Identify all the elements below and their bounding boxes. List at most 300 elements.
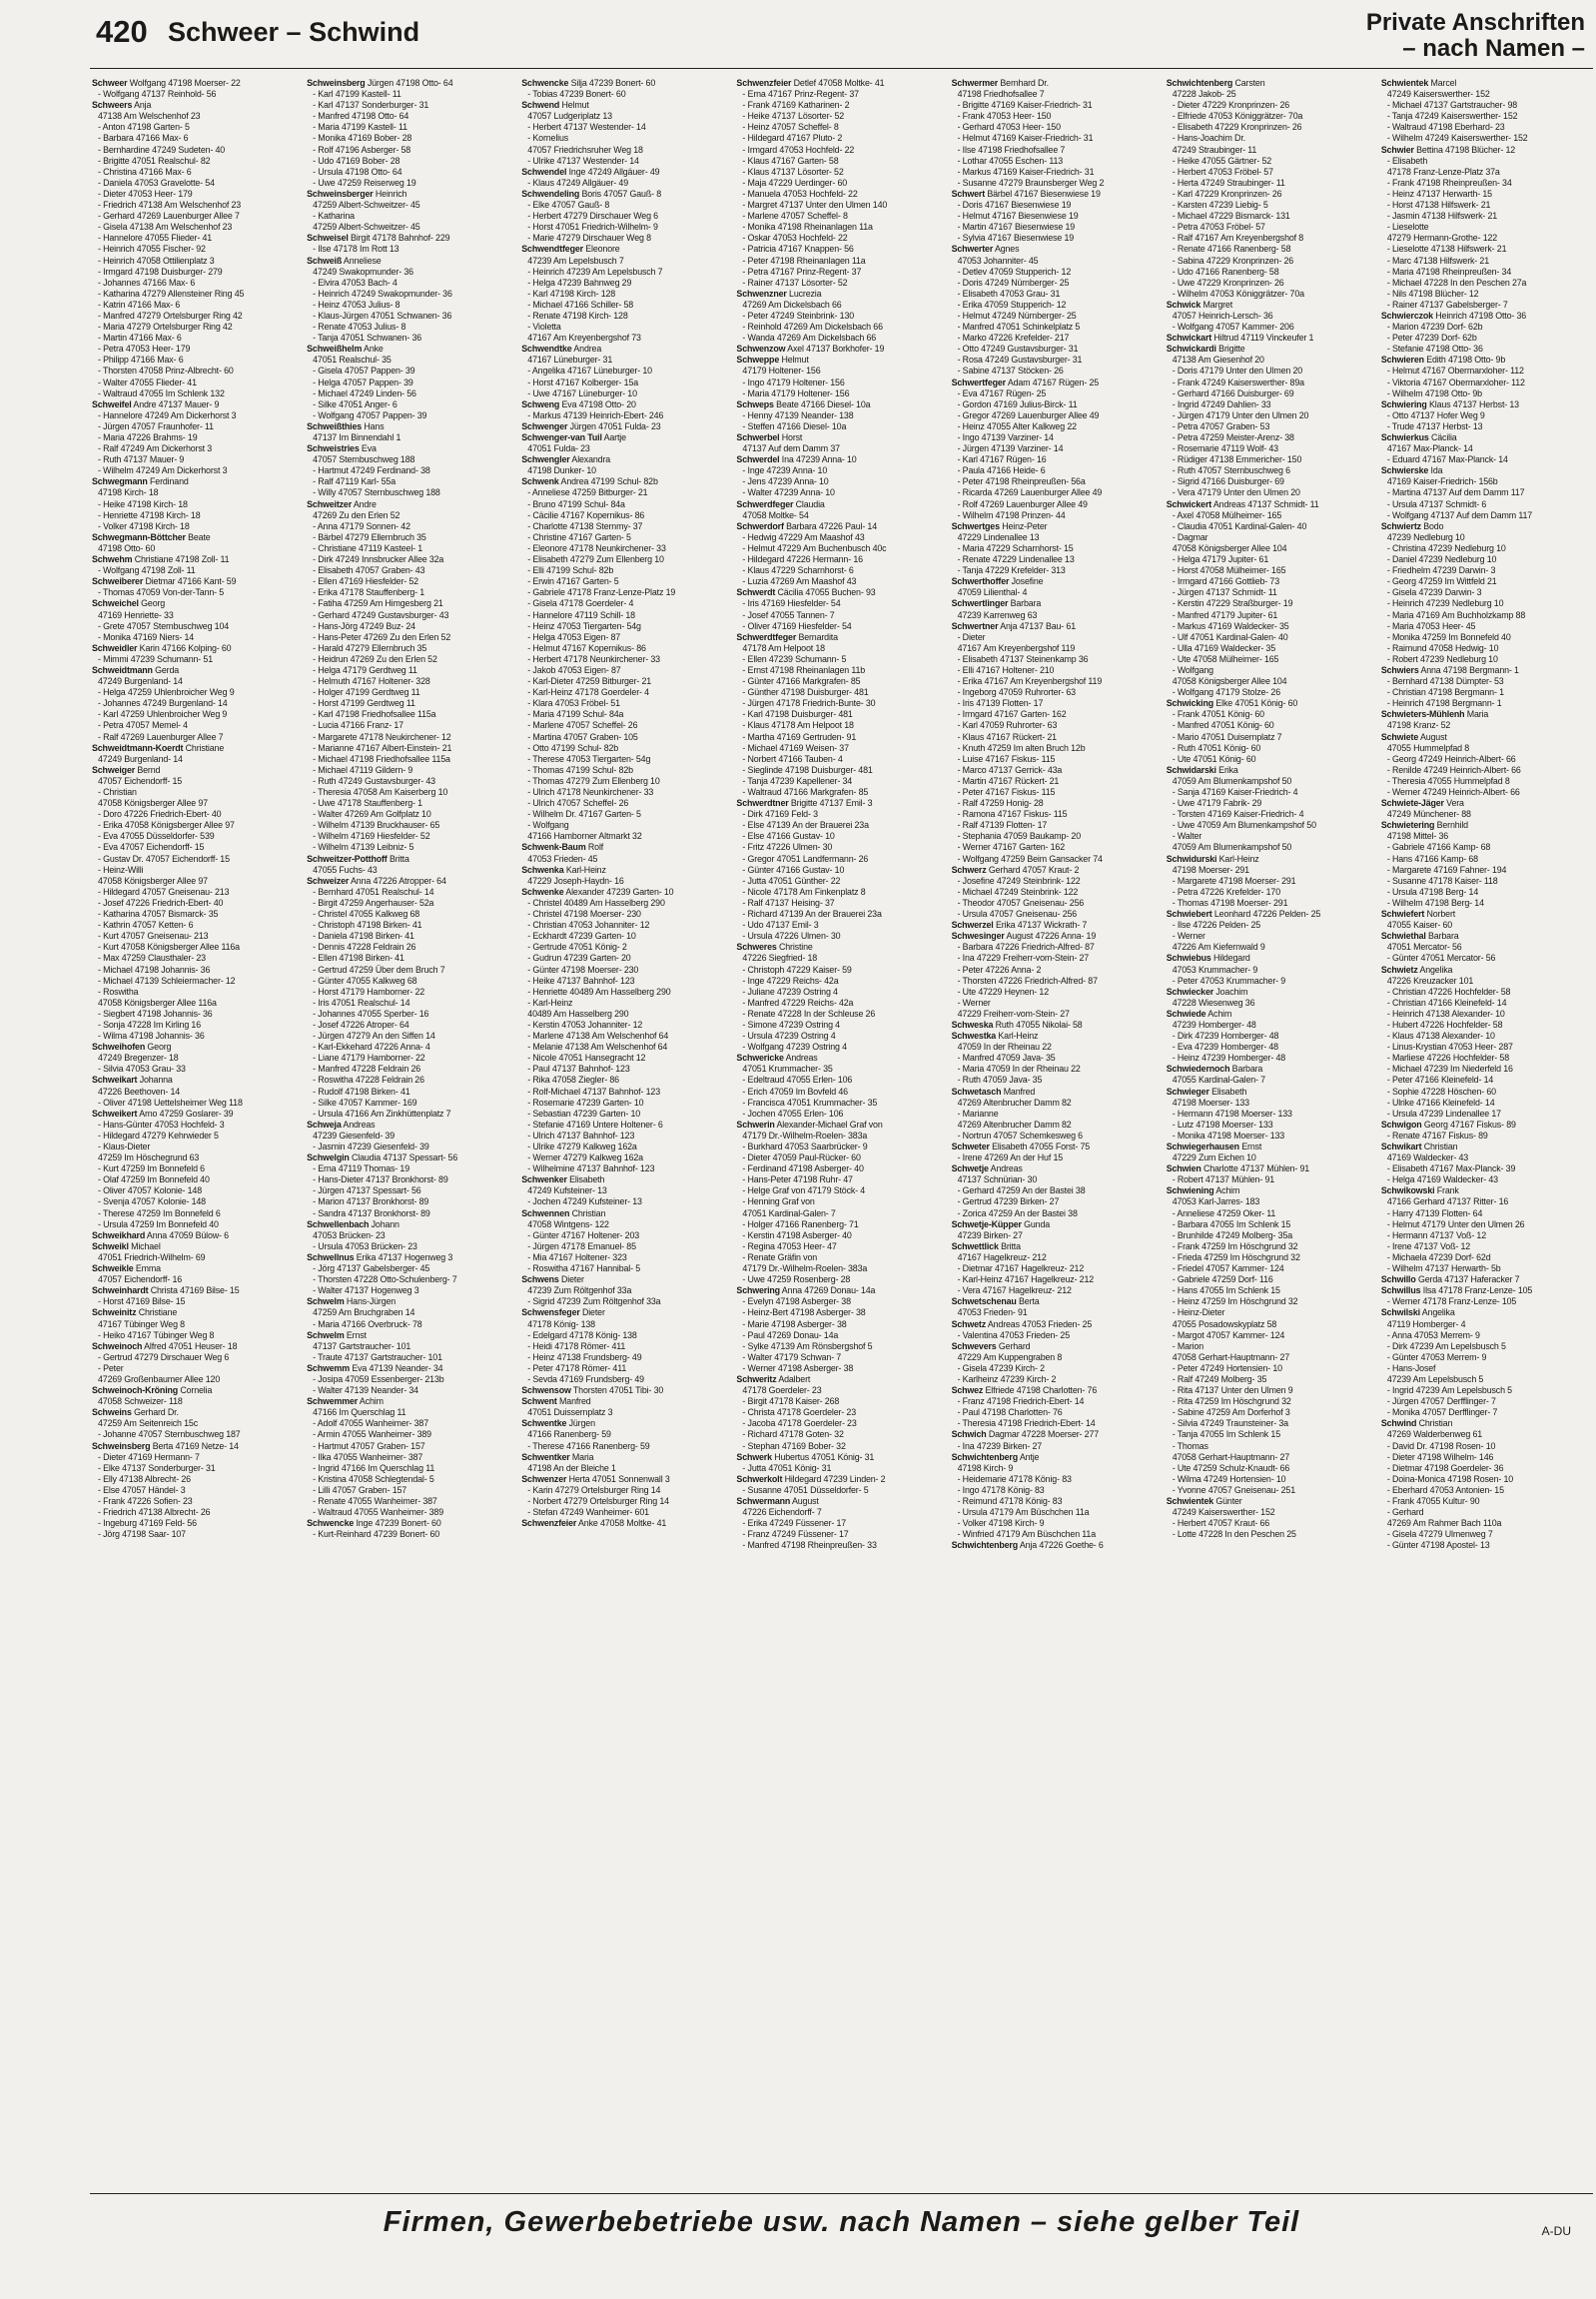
entry-text: 47053 Krummacher- 9 xyxy=(1172,964,1258,975)
directory-entry xyxy=(952,189,1161,200)
directory-entry xyxy=(521,543,730,554)
directory-entry xyxy=(92,787,301,798)
directory-entry xyxy=(521,1042,730,1053)
directory-entry xyxy=(1381,167,1590,178)
directory-entry xyxy=(521,311,730,322)
directory-entry xyxy=(307,1296,515,1307)
directory-entry xyxy=(736,1263,945,1274)
entry-text: - Hildegard 47167 Pluto- 2 xyxy=(742,133,843,144)
surname: Schwichtenberg xyxy=(951,1540,1019,1551)
directory-entry xyxy=(1167,100,1375,111)
entry-text: - Renate 47167 Fiskus- 89 xyxy=(1386,1130,1488,1141)
directory-entry xyxy=(1381,554,1590,565)
directory-entry xyxy=(1167,1474,1375,1485)
directory-entry xyxy=(521,1075,730,1086)
entry-text: - Eva 47055 Düsseldorfer- 539 xyxy=(98,831,215,842)
entry-text: - Charlotte 47138 Sternmy- 37 xyxy=(527,520,643,531)
directory-entry xyxy=(1381,953,1590,964)
directory-entry xyxy=(736,854,945,865)
surname: Schweritz xyxy=(736,1373,777,1384)
entry-text: 47239 Nedleburg 10 xyxy=(1386,531,1465,542)
entry-text: 47137 Gartstraucher- 101 xyxy=(313,1340,411,1351)
entry-text: - Ellen 47198 Birken- 41 xyxy=(313,953,404,964)
directory-entry xyxy=(736,122,945,133)
directory-entry xyxy=(1167,676,1375,687)
entry-text: - Dirk 47169 Feld- 3 xyxy=(742,809,818,820)
directory-entry xyxy=(92,654,301,665)
entry-text: - Siegbert 47198 Johannis- 36 xyxy=(98,1008,213,1019)
entry-text: - Tanja 47249 Kaiserswerther- 152 xyxy=(1386,111,1518,122)
entry-text: - Brigitte 47051 Realschul- 82 xyxy=(98,155,211,166)
directory-entry xyxy=(521,1396,730,1407)
entry-text: - Marko 47226 Krefelder- 217 xyxy=(957,333,1070,344)
directory-entry xyxy=(521,1452,730,1463)
entry-text: Margret xyxy=(1200,299,1233,310)
entry-text: - Zorica 47259 An der Bastei 38 xyxy=(957,1207,1078,1218)
directory-entry xyxy=(1381,89,1590,100)
surname: Schwertlinger xyxy=(951,598,1009,609)
surname: Schwevers xyxy=(951,1340,997,1351)
directory-entry xyxy=(521,244,730,255)
directory-entry xyxy=(92,1031,301,1042)
entry-text: - Uwe 47259 Reiserweg 19 xyxy=(313,177,416,188)
directory-entry xyxy=(307,100,515,111)
directory-entry xyxy=(307,565,515,576)
directory-entry xyxy=(952,854,1161,865)
directory-entry xyxy=(1381,267,1590,278)
directory-entry xyxy=(92,200,301,211)
entry-text: - Rika 47058 Ziegler- 86 xyxy=(527,1075,619,1086)
surname: Schwentke xyxy=(521,1418,567,1429)
directory-entry xyxy=(736,1374,945,1385)
directory-entry xyxy=(1381,1208,1590,1219)
entry-text: - Karl 47229 Kronprinzen- 26 xyxy=(1172,188,1282,199)
entry-text: - Steffen 47166 Diesel- 10a xyxy=(742,420,847,431)
entry-text: Wolfgang 47198 Moerser- 22 xyxy=(127,78,241,88)
directory-entry xyxy=(92,665,301,676)
directory-entry xyxy=(92,687,301,698)
directory-entry xyxy=(736,322,945,333)
directory-entry xyxy=(952,233,1161,244)
entry-text: - Lutz 47198 Moerser- 133 xyxy=(1172,1119,1273,1130)
directory-entry xyxy=(521,133,730,144)
directory-entry xyxy=(92,432,301,443)
entry-text: Anke 47058 Moltke- 41 xyxy=(576,1518,667,1529)
directory-entry xyxy=(92,820,301,831)
entry-text: - Angelika 47167 Lüneburger- 10 xyxy=(527,366,652,377)
directory-entry xyxy=(92,1496,301,1507)
entry-text: Inge 47239 Bonert- 60 xyxy=(354,1518,441,1529)
entry-text: 47166 Hamborner Altmarkt 32 xyxy=(527,831,642,842)
entry-text: - Jasmin 47138 Hilfswerk- 21 xyxy=(1386,211,1498,222)
entry-text: - Karin 47279 Ortelsburger Ring 14 xyxy=(527,1484,661,1495)
entry-text: August xyxy=(790,1496,819,1506)
entry-text: - Werner xyxy=(957,997,991,1008)
directory-entry xyxy=(1167,465,1375,476)
entry-text: 47051 Realschul- 35 xyxy=(313,355,392,366)
entry-text: Hildegard xyxy=(1210,953,1250,964)
entry-text: Bernardita xyxy=(796,631,838,642)
entry-text: - Stephania 47059 Baukamp- 20 xyxy=(957,831,1082,842)
directory-entry xyxy=(1381,333,1590,344)
entry-text: 47058 Königsberger Allee 97 xyxy=(98,798,208,809)
entry-text: - Monika 47169 Niers- 14 xyxy=(98,631,195,642)
directory-entry xyxy=(1167,388,1375,399)
directory-entry xyxy=(1381,1463,1590,1474)
directory-entry xyxy=(1167,1418,1375,1429)
directory-entry xyxy=(736,776,945,787)
directory-entry xyxy=(521,1163,730,1174)
entry-text: Lucrezia xyxy=(786,288,822,299)
directory-entry xyxy=(92,443,301,454)
entry-text: - Oliver 47169 Hiesfelder- 54 xyxy=(742,620,852,631)
directory-entry xyxy=(92,267,301,278)
surname: Schwierkus xyxy=(1380,432,1429,442)
directory-entry xyxy=(1167,1020,1375,1031)
entry-text: - Heinz 47239 Homberger- 48 xyxy=(1172,1053,1286,1064)
directory-entry xyxy=(521,510,730,521)
directory-entry xyxy=(1381,887,1590,898)
directory-entry xyxy=(736,809,945,820)
entry-text: - Hannelore 47055 Flieder- 41 xyxy=(98,233,213,244)
entry-text: - Anneliese 47259 Bitburger- 21 xyxy=(527,487,648,498)
surname: Schwidurski xyxy=(1166,853,1217,864)
entry-text: - Horst 47169 Bilse- 15 xyxy=(98,1296,186,1307)
entry-text: - Wolfgang xyxy=(1172,664,1213,675)
entry-text: - Nicole 47051 Hansegracht 12 xyxy=(527,1053,646,1064)
entry-text: - Gustav Dr. 47057 Eichendorff- 15 xyxy=(98,853,230,864)
entry-text: - Gisela 47279 Ulmenweg 7 xyxy=(1386,1529,1493,1540)
directory-entry xyxy=(92,1319,301,1330)
directory-entry xyxy=(92,167,301,178)
entry-text: - Monika 47057 Derfflinger- 7 xyxy=(1386,1407,1498,1418)
directory-entry xyxy=(521,267,730,278)
entry-text: Angelika xyxy=(1419,1307,1455,1318)
directory-entry xyxy=(952,1208,1161,1219)
directory-entry xyxy=(92,1131,301,1142)
directory-entry xyxy=(92,133,301,144)
directory-entry xyxy=(1167,798,1375,809)
directory-entry xyxy=(1167,787,1375,798)
directory-entry xyxy=(92,543,301,554)
directory-entry xyxy=(1381,443,1590,454)
surname: Schwietz xyxy=(1380,964,1418,975)
entry-text: - Marco 47137 Gerrick- 43a xyxy=(957,764,1063,775)
entry-text: - Ellen 47239 Schumann- 5 xyxy=(742,653,847,664)
surname: Schwickart xyxy=(1166,333,1212,344)
entry-text: - Olaf 47259 Im Bonnefeld 40 xyxy=(98,1174,210,1185)
entry-text: - Eva 47167 Rügen- 25 xyxy=(957,387,1047,398)
entry-text: - Ute 47259 Schulz-Knaudt- 66 xyxy=(1172,1462,1290,1473)
directory-entry xyxy=(521,953,730,964)
directory-entry xyxy=(307,1064,515,1075)
directory-entry xyxy=(92,322,301,333)
directory-entry xyxy=(736,1352,945,1363)
entry-text: 47059 Am Blumenkampshof 50 xyxy=(1172,842,1292,853)
directory-entry xyxy=(1381,1319,1590,1330)
entry-text: - Ulrike 47137 Westender- 14 xyxy=(527,155,639,166)
entry-text: - Knuth 47259 Im alten Bruch 12b xyxy=(957,742,1086,753)
directory-entry xyxy=(736,521,945,532)
entry-text: - Dietmar 47167 Hagelkreuz- 212 xyxy=(957,1263,1085,1274)
directory-entry xyxy=(92,1252,301,1263)
entry-text: Herta 47051 Sonnenwall 3 xyxy=(566,1473,670,1484)
entry-text: Karl-Heinz xyxy=(563,864,606,875)
entry-text: - Doris 47167 Biesenwiese 19 xyxy=(957,200,1072,211)
directory-entry xyxy=(307,1285,515,1296)
entry-text: - Bernhardine 47249 Sudeten- 40 xyxy=(98,144,226,155)
directory-entry xyxy=(952,1020,1161,1031)
entry-text: - Erwin 47167 Garten- 5 xyxy=(527,576,619,587)
entry-text: Elisabeth 47055 Forst- 75 xyxy=(989,1142,1091,1151)
directory-entry xyxy=(1381,1098,1590,1109)
entry-text: - Hermann 47198 Moerser- 133 xyxy=(1172,1108,1292,1119)
entry-text: Christiane 47198 Zoll- 11 xyxy=(132,554,230,565)
directory-entry xyxy=(92,1441,301,1452)
directory-entry xyxy=(307,942,515,953)
entry-text: - Michael 47198 Friedhofsallee 115a xyxy=(313,753,450,764)
surname: Schweinoch-Kröning xyxy=(92,1385,179,1396)
entry-text: - Christina 47166 Max- 6 xyxy=(98,166,192,177)
surname: Schwennen xyxy=(521,1207,570,1218)
directory-entry xyxy=(1167,1296,1375,1307)
entry-text: 47239 Zum Röltgenhof 33a xyxy=(527,1285,632,1296)
directory-entry xyxy=(1167,898,1375,909)
entry-text: - Brunhilde 47249 Molberg- 35a xyxy=(1172,1229,1293,1240)
directory-entry xyxy=(952,1252,1161,1263)
directory-entry xyxy=(92,366,301,377)
directory-entry xyxy=(92,987,301,998)
directory-entry xyxy=(736,200,945,211)
entry-text: 47057 Eichendorff- 15 xyxy=(98,775,183,786)
directory-entry xyxy=(952,1009,1161,1020)
entry-text: - Ingeborg 47059 Ruhrorter- 63 xyxy=(957,687,1076,698)
entry-text: - Peter 47249 Hortensien- 10 xyxy=(1172,1362,1282,1373)
directory-entry xyxy=(92,621,301,632)
entry-text: - Maria 47059 In der Rheinau 22 xyxy=(957,1064,1081,1075)
directory-entry xyxy=(92,743,301,754)
directory-entry xyxy=(1381,1230,1590,1241)
directory-entry xyxy=(1167,1208,1375,1219)
directory-entry xyxy=(521,421,730,432)
surname: Schwegmann xyxy=(92,476,148,487)
directory-entry xyxy=(521,499,730,510)
directory-entry xyxy=(1381,211,1590,222)
entry-text: Silja 47239 Bonert- 60 xyxy=(568,78,656,88)
entry-text: 47279 Hermann-Grothe- 122 xyxy=(1386,233,1498,244)
directory-entry xyxy=(1167,1285,1375,1296)
entry-text: - Francisca 47051 Krummacher- 35 xyxy=(742,1097,878,1108)
directory-entry xyxy=(952,1463,1161,1474)
directory-entry xyxy=(307,1120,515,1131)
entry-text: Claudia xyxy=(793,498,825,509)
directory-entry xyxy=(92,1385,301,1396)
directory-entry xyxy=(307,1474,515,1485)
surname: Schwerdtner xyxy=(736,798,789,809)
entry-text: 47229 Joseph-Haydn- 16 xyxy=(527,875,624,886)
directory-entry xyxy=(736,632,945,643)
entry-text: Marcel xyxy=(1428,78,1457,88)
entry-text: Arno 47259 Goslarer- 39 xyxy=(137,1108,234,1119)
surname: Schwellenbach xyxy=(307,1218,370,1229)
directory-entry xyxy=(307,998,515,1009)
entry-text: - Sieglinde 47198 Duisburger- 481 xyxy=(742,764,873,775)
directory-entry xyxy=(521,676,730,687)
directory-entry xyxy=(736,1529,945,1540)
entry-text: 47051 Krummacher- 35 xyxy=(742,1064,833,1075)
entry-text: - Horst 47138 Hilfswerk- 21 xyxy=(1386,200,1491,211)
directory-entry xyxy=(307,765,515,776)
entry-text: - Marianne xyxy=(957,1108,999,1119)
directory-entry xyxy=(1381,776,1590,787)
entry-text: - Wolfgang 47057 Kammer- 206 xyxy=(1172,322,1294,333)
directory-entry xyxy=(92,920,301,931)
directory-entry xyxy=(736,344,945,355)
directory-entry xyxy=(952,399,1161,410)
directory-entry xyxy=(736,510,945,521)
surname: Schwetje-Küpper xyxy=(951,1218,1022,1229)
entry-text: - Uwe 47229 Kronprinzen- 26 xyxy=(1172,277,1284,288)
entry-text: 47167 Lüneburger- 31 xyxy=(527,355,613,366)
entry-text: - Roswitha xyxy=(98,986,139,997)
entry-text: Ernst xyxy=(344,1329,367,1340)
surname: Schwerdel xyxy=(736,454,780,465)
directory-entry xyxy=(952,122,1161,133)
directory-entry xyxy=(736,1496,945,1507)
directory-entry xyxy=(1167,643,1375,654)
entry-text: - Rolf-Michael 47137 Bahnhof- 123 xyxy=(527,1086,660,1097)
entry-text: - Klaus-Jürgen 47051 Schwanen- 36 xyxy=(313,310,452,321)
entry-text: Boris 47057 Gauß- 8 xyxy=(579,188,662,199)
directory-entry xyxy=(1381,1031,1590,1042)
surname: Schwikart xyxy=(1380,1142,1422,1151)
directory-entry xyxy=(1381,322,1590,333)
entry-text: - Erna 47119 Thomas- 19 xyxy=(313,1163,410,1174)
directory-entry xyxy=(307,1131,515,1142)
surname: Schwemm xyxy=(307,1362,350,1373)
entry-text: - Doris 47249 Nürnberger- 25 xyxy=(957,277,1070,288)
directory-entry xyxy=(307,532,515,543)
directory-entry xyxy=(92,78,301,89)
surname: Schwetje xyxy=(951,1163,989,1174)
directory-entry xyxy=(1167,432,1375,443)
directory-entry xyxy=(1167,987,1375,998)
directory-entry xyxy=(736,920,945,931)
entry-text: - Ilse 47226 Pelden- 25 xyxy=(1172,920,1261,931)
entry-text: - Ruth 47137 Mauer- 9 xyxy=(98,454,185,465)
entry-text: - Werner 47198 Asberger- 38 xyxy=(742,1362,854,1373)
directory-entry xyxy=(92,532,301,543)
directory-entry xyxy=(952,1131,1161,1142)
page-footer xyxy=(90,2193,1593,2244)
entry-text: Frank xyxy=(1434,1185,1459,1196)
entry-text: - Lothar 47055 Eschen- 113 xyxy=(957,155,1064,166)
entry-text: - Christian 47198 Bergmann- 1 xyxy=(1386,687,1504,698)
directory-entry xyxy=(521,167,730,178)
entry-text: Bärbel 47167 Biesenwiese 19 xyxy=(985,188,1101,199)
entry-text: - Wilhelmine 47137 Bahnhof- 123 xyxy=(527,1163,655,1174)
entry-text: - Dieter 47229 Kronprinzen- 26 xyxy=(1172,100,1290,111)
directory-entry xyxy=(736,643,945,654)
entry-text: - Frank 47198 Rheinpreußen- 34 xyxy=(1386,177,1512,188)
directory-entry xyxy=(307,499,515,510)
entry-text: - Friedrich 47138 Am Welschenhof 23 xyxy=(98,200,242,211)
directory-entry xyxy=(307,1485,515,1496)
directory-entry xyxy=(521,178,730,189)
directory-entry xyxy=(952,366,1161,377)
directory-entry xyxy=(1381,1263,1590,1274)
directory-entry xyxy=(736,1407,945,1418)
directory-entry xyxy=(1167,1341,1375,1352)
surname: Schweiger xyxy=(92,764,136,775)
directory-entry xyxy=(1167,178,1375,189)
directory-entry xyxy=(307,1042,515,1053)
directory-entry xyxy=(92,311,301,322)
entry-text: - Sabine 47259 Am Dorferhof 3 xyxy=(1172,1407,1290,1418)
directory-entry xyxy=(521,1219,730,1230)
surname: Schwensow xyxy=(521,1385,571,1396)
directory-entry xyxy=(1167,1496,1375,1507)
directory-entry xyxy=(1381,876,1590,887)
entry-text: - Ingo 47178 König- 83 xyxy=(957,1484,1045,1495)
entry-text: - Hannelore 47249 Am Dickerhorst 3 xyxy=(98,409,237,420)
directory-entry xyxy=(307,178,515,189)
directory-entry xyxy=(1167,1075,1375,1086)
surname: Schwenger-van Tuil xyxy=(521,432,602,442)
entry-text: - Franz 47249 Füssener- 17 xyxy=(742,1529,849,1540)
entry-text: - Gertrud 47259 Über dem Bruch 7 xyxy=(313,964,445,975)
entry-text: - Renate 47198 Kirch- 128 xyxy=(527,310,628,321)
directory-entry xyxy=(1381,510,1590,521)
entry-text: - Elke 47057 Gauß- 8 xyxy=(527,200,610,211)
entry-text: - Holger 47166 Ranenberg- 71 xyxy=(742,1218,859,1229)
entry-text: Dieter xyxy=(558,1274,584,1285)
directory-entry xyxy=(92,111,301,122)
directory-entry xyxy=(307,333,515,344)
entry-text: - Vera 47179 Unter den Ulmen 20 xyxy=(1172,487,1300,498)
surname: Schwenke xyxy=(521,886,564,897)
entry-text: - Anna 47179 Sonnen- 42 xyxy=(313,520,410,531)
directory-entry xyxy=(307,111,515,122)
entry-text: 47053 Frieden- 45 xyxy=(527,853,598,864)
entry-text: - Birgit 47178 Kaiser- 268 xyxy=(742,1396,840,1407)
entry-text: - Helga 47179 Gerdtweg 11 xyxy=(313,664,417,675)
directory-entry xyxy=(952,1529,1161,1540)
surname: Schwiegerhausen xyxy=(1166,1142,1239,1151)
entry-text: - Christel 47055 Kalkweg 68 xyxy=(313,909,420,920)
entry-text: - Volker 47198 Kirch- 18 xyxy=(98,520,190,531)
directory-entry xyxy=(307,876,515,887)
entry-text: - Martin 47167 Rückert- 21 xyxy=(957,775,1060,786)
directory-entry xyxy=(1167,476,1375,487)
directory-entry xyxy=(307,487,515,498)
entry-text: - Gisela 47239 Darwin- 3 xyxy=(1386,587,1482,598)
directory-entry xyxy=(952,333,1161,344)
entry-text: Ilsa 47178 Franz-Lenze- 105 xyxy=(1420,1285,1533,1296)
entry-text: - Werner 47167 Garten- 162 xyxy=(957,842,1065,853)
entry-text: - Gertrud 47279 Dirschauer Weg 6 xyxy=(98,1351,230,1362)
entry-text: Barbara xyxy=(1425,931,1459,942)
entry-text: Alexander-Michael Graf von xyxy=(774,1119,883,1130)
entry-text: - Gerhard 47259 An der Bastei 38 xyxy=(957,1185,1086,1196)
directory-entry xyxy=(1167,1098,1375,1109)
entry-text: - Lotte 47228 In den Peschen 25 xyxy=(1172,1529,1296,1540)
entry-text: - Ilse 47198 Friedhofsallee 7 xyxy=(957,144,1066,155)
entry-text: 47239 Am Lepelsbusch 5 xyxy=(1386,1373,1484,1384)
directory-entry xyxy=(736,1196,945,1207)
entry-text: Jürgen xyxy=(566,1418,595,1429)
directory-entry xyxy=(1167,1053,1375,1064)
